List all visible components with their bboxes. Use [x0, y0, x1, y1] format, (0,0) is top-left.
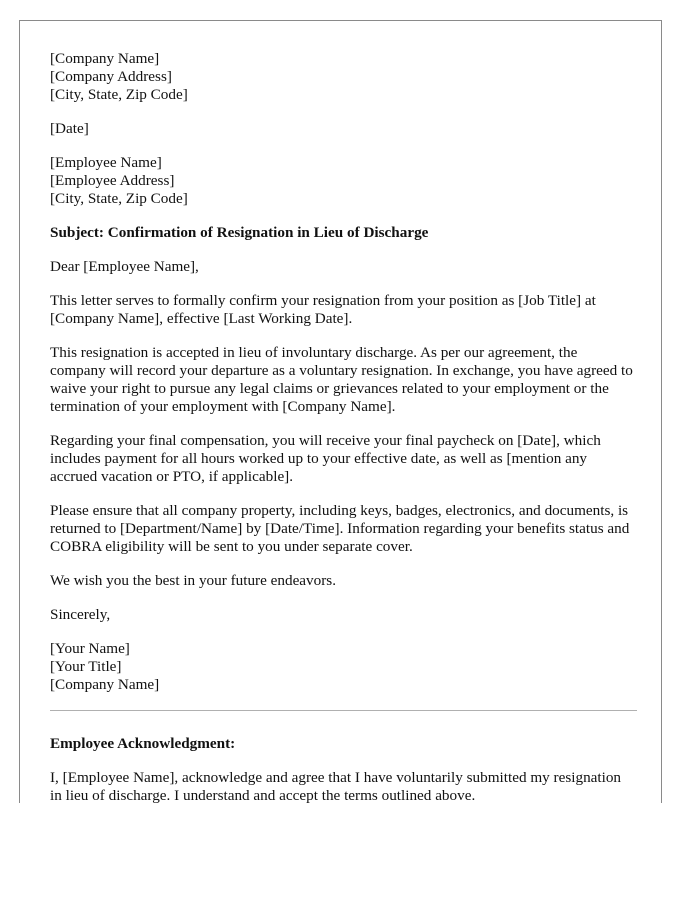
sender-company-name: [Company Name] — [50, 50, 160, 67]
body-paragraph-wishes: We wish you the best in your future endeavors. — [50, 572, 337, 589]
section-divider — [50, 710, 637, 711]
recipient-address-block — [50, 154, 635, 208]
body-paragraph-compensation: Regarding your final compensation, you will receive your final paycheck on [Date], which includes payment for all hours worked up to your effective date, as well as [mention any accrued vacation or PTO, if applicable]. — [50, 432, 601, 485]
signer-company: [Company Name] — [50, 676, 160, 693]
salutation: Dear [Employee Name], — [50, 258, 199, 275]
recipient-address: [Employee Address] — [50, 172, 175, 189]
sender-company-address: [Company Address] — [50, 68, 172, 85]
acknowledgment-text: I, [Employee Name], acknowledge and agree that I have voluntarily submitted my resignation in lieu of discharge. I understand and accept the terms outlined above. — [50, 769, 622, 803]
signer-title: [Your Title] — [50, 658, 122, 675]
closing: Sincerely, — [50, 606, 111, 623]
recipient-name: [Employee Name] — [50, 154, 162, 171]
date-block — [50, 120, 635, 138]
signature-block — [50, 640, 635, 694]
letter-content — [50, 50, 635, 803]
body-paragraph-property: Please ensure that all company property, including keys, badges, electronics, and documents, is returned to [Department/Name] by [Date/Time]. Information regarding your benefits status and COBRA eligibility will be sent to you under separate cover. — [50, 502, 630, 555]
acknowledgment-heading: Employee Acknowledgment: — [50, 735, 236, 752]
signer-name: [Your Name] — [50, 640, 130, 657]
sender-city-state-zip: [City, State, Zip Code] — [50, 86, 188, 103]
letter-subject: Subject: Confirmation of Resignation in Lieu of Discharge — [50, 224, 429, 241]
sender-address-block — [50, 50, 635, 104]
body-paragraph-confirmation: This letter serves to formally confirm your resignation from your position as [Job Title] at [Company Name], effective [Last Working Date]. — [50, 292, 596, 327]
recipient-city-state-zip: [City, State, Zip Code] — [50, 190, 188, 207]
body-paragraph-agreement: This resignation is accepted in lieu of involuntary discharge. As per our agreement, the company will record your departure as a voluntary resignation. In exchange, you have agreed to waive your right to pursue any legal claims or grievances related to your employment or the termination of your employment with [Company Name]. — [50, 344, 633, 415]
letter-date: [Date] — [50, 120, 89, 137]
letter-page — [19, 20, 662, 803]
